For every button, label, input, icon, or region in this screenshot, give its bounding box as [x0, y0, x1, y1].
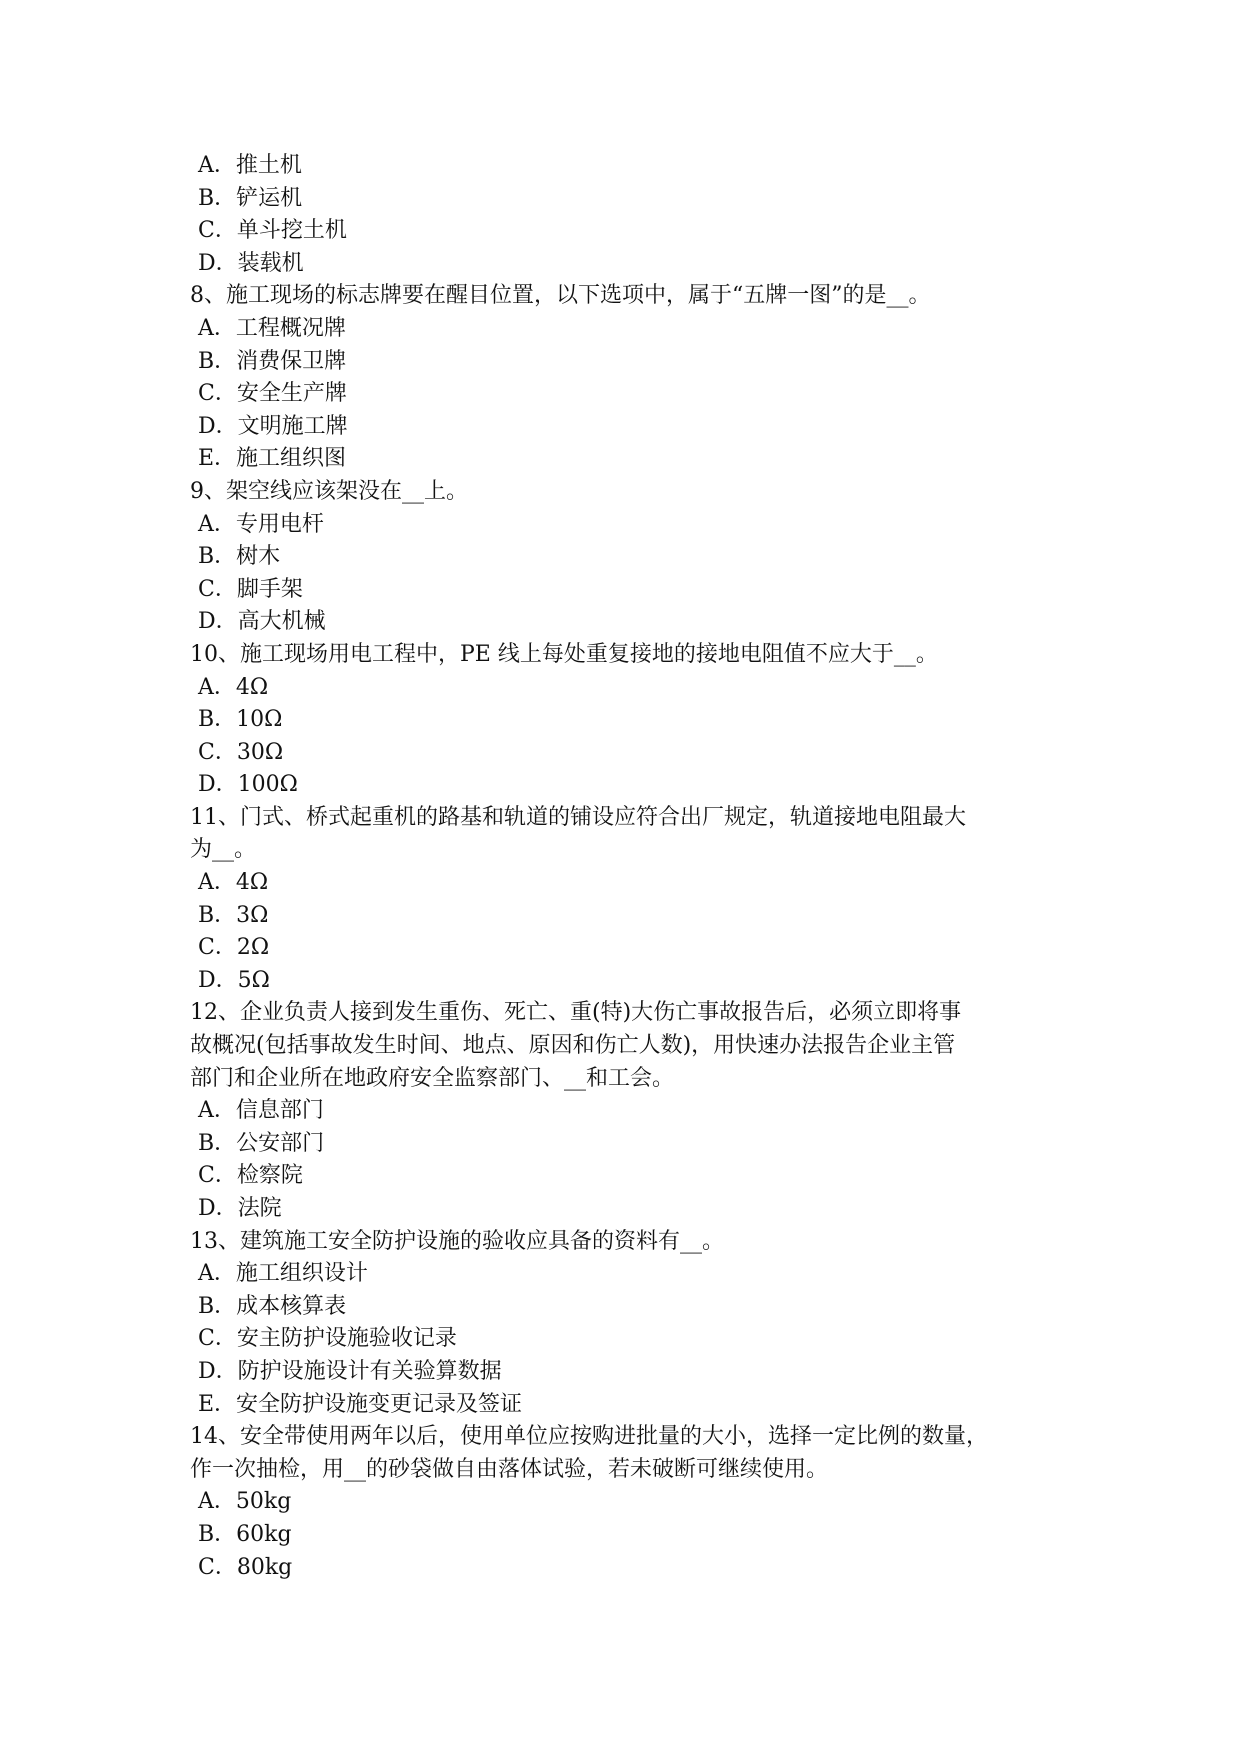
question-text: 为__。 [190, 837, 257, 863]
answer-option: B．成本核算表 [198, 1293, 347, 1319]
answer-option: C．安全生产牌 [198, 381, 347, 407]
answer-option: B．铲运机 [198, 185, 303, 211]
answer-option: B．消费保卫牌 [198, 348, 347, 374]
answer-option: B．公安部门 [198, 1130, 325, 1156]
answer-option: B．10Ω [198, 707, 283, 733]
question-text: 故概况(包括事故发生时间、地点、原因和伤亡人数)，用快速办法报告企业主管 [190, 1033, 956, 1059]
question-text: 8、施工现场的标志牌要在醒目位置，以下选项中，属于“五牌一图”的是__。 [190, 283, 931, 309]
answer-option: A．专用电杆 [198, 511, 324, 537]
answer-option: D．5Ω [198, 967, 270, 993]
question-text: 13、建筑施工安全防护设施的验收应具备的资料有__。 [190, 1228, 724, 1254]
answer-option: C．30Ω [198, 739, 284, 765]
answer-option: D．高大机械 [198, 609, 326, 635]
question-text: 14、安全带使用两年以后，使用单位应按购进批量的大小，选择一定比例的数量， [190, 1424, 988, 1450]
answer-option: D．防护设施设计有关验算数据 [198, 1358, 502, 1384]
answer-option: A．推土机 [198, 153, 302, 178]
question-text: 10、施工现场用电工程中，PE 线上每处重复接地的接地电阻值不应大于__。 [190, 641, 938, 667]
answer-option: C．安主防护设施验收记录 [198, 1326, 457, 1352]
answer-option: D．法院 [198, 1196, 282, 1221]
question-text: 部门和企业所在地政府安全监察部门、__和工会。 [190, 1065, 675, 1091]
answer-option: B．60kg [198, 1521, 292, 1547]
answer-option: C．2Ω [198, 935, 270, 961]
question-text: 11、门式、桥式起重机的路基和轨道的铺设应符合出厂规定，轨道接地电阻最大 [190, 804, 966, 830]
answer-option: C．脚手架 [198, 576, 303, 602]
answer-option: A．信息部门 [198, 1098, 324, 1124]
answer-option: A．50kg [198, 1489, 292, 1515]
question-text: 12、企业负责人接到发生重伤、死亡、重(特)大伤亡事故报告后，必须立即将事 [190, 1000, 962, 1026]
question-text: 9、架空线应该架没在__上。 [190, 478, 468, 504]
answer-option: C．单斗挖土机 [198, 218, 347, 244]
answer-option: D．100Ω [198, 772, 298, 798]
answer-option: C．80kg [198, 1554, 293, 1580]
answer-option: A．4Ω [198, 870, 269, 896]
answer-option: E．施工组织图 [198, 446, 347, 472]
answer-option: C．检察院 [198, 1163, 303, 1189]
answer-option: D．文明施工牌 [198, 413, 348, 439]
answer-option: B．3Ω [198, 902, 269, 928]
question-text: 作一次抽检，用__的砂袋做自由落体试验，若未破断可继续使用。 [190, 1456, 829, 1482]
question-list [190, 150, 1060, 1584]
answer-option: A．施工组织设计 [198, 1261, 368, 1287]
answer-option: A．工程概况牌 [198, 315, 346, 341]
answer-option: D．装载机 [198, 250, 304, 276]
answer-option: A．4Ω [198, 674, 269, 700]
answer-option: E．安全防护设施变更记录及签证 [198, 1391, 523, 1417]
answer-option: B．树木 [198, 544, 281, 570]
